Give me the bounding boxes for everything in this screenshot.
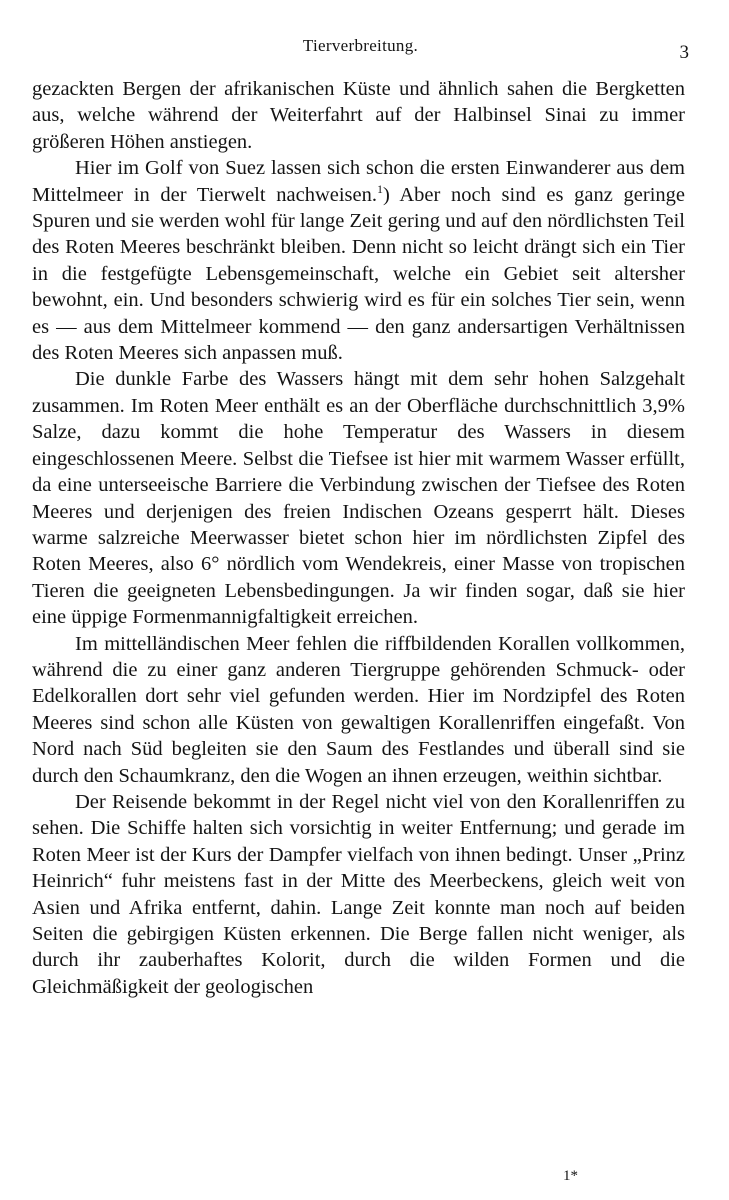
page-number: 3	[679, 42, 689, 63]
paragraph-2	[32, 155, 685, 366]
paragraph-2-text-continued: ) Aber noch sind es ganz geringe Spuren und sie werden wohl für lange Zeit gering und auf den nördlichsten Teil des Roten Meeres beschränkt bleiben. Denn nicht so leicht drängt sich ein Tier in die festgefügte Lebensgemeinschaft, welche ein Gebiet seit altersher bewohnt, ein. Und besonders schwierig wird es für ein solches Tier sein, wenn es — aus dem Mittelmeer kommend — den ganz andersartigen Verhältnissen des Roten Meeres sich anpassen muß.	[32, 183, 685, 365]
paragraph-1-text: gezackten Bergen der afrikanischen Küste und ähnlich sahen die Bergketten aus, welche während der Weiterfahrt auf der Halbinsel Sinai zu immer größeren Höhen anstiegen.	[32, 78, 685, 153]
paragraph-3-text: Die dunkle Farbe des Wassers hängt mit dem sehr hohen Salzgehalt zusammen. Im Roten Meer enthält es an der Oberfläche durchschnittlich 3,9% Salze, dazu kommt die hohe Temperatur des Wassers in diesem eingeschlossenen Meere. Selbst die Tiefsee ist hier mit warmem Wasser erfüllt, da eine unterseeische Barriere die Verbindung zwischen der Tiefsee des Roten Meeres und derjenigen des freien Indischen Ozeans gesperrt hält. Dieses warme salzreiche Meerwasser bietet schon hier im nördlichsten Zipfel des Roten Meeres, also 6° nördlich vom Wendekreis, einer Masse von tropischen Tieren die geeigneten Lebensbedingungen. Ja wir finden sogar, daß sie hier eine üppige Formenmannigfaltigkeit erreichen.	[32, 368, 685, 629]
printer-signature: 1*	[563, 1168, 578, 1184]
paragraph-4	[32, 631, 685, 789]
paragraph-5-text: Der Reisende bekommt in der Regel nicht viel von den Korallenriffen zu sehen. Die Schiffe halten sich vorsichtig in weiter Entfernung; und gerade im Roten Meer ist der Kurs der Dampfer vielfach von ihnen bedingt. Unser „Prinz Heinrich“ fuhr meistens fast in der Mitte des Meerbeckens, gleich weit von Asien und Afrika entfernt, dahin. Lange Zeit konnte man noch auf beiden Seiten die gebirgigen Küsten erkennen. Die Berge fallen nicht weniger, als durch ihr zauberhaftes Kolorit, durch die wilden Formen und die Gleichmäßigkeit der geologischen	[32, 790, 685, 998]
paragraph-2-text: Hier im Golf von Suez lassen sich schon die ersten Einwanderer aus dem Mittelmeer in der Tierwelt nachweisen.	[32, 157, 685, 206]
footnote-mark: 1	[377, 181, 383, 196]
paragraph-5	[32, 789, 685, 1000]
paragraph-3	[32, 366, 685, 630]
body-text	[32, 76, 685, 1000]
running-title: Tierverbreitung.	[302, 36, 419, 55]
paragraph-1	[32, 76, 685, 155]
paragraph-4-text: Im mittelländischen Meer fehlen die riffbildenden Korallen vollkommen, während die zu einer ganz anderen Tiergruppe gehörenden Schmuck- oder Edelkorallen dort sehr viel gefunden werden. Hier im Nordzipfel des Roten Meeres sind schon alle Küsten von gewaltigen Korallenriffen eingefaßt. Von Nord nach Süd begleiten sie den Saum des Festlandes und überall sind sie durch den Schaumkranz, den die Wogen an ihnen erzeugen, weithin sichtbar.	[32, 632, 685, 787]
running-header	[32, 36, 689, 63]
